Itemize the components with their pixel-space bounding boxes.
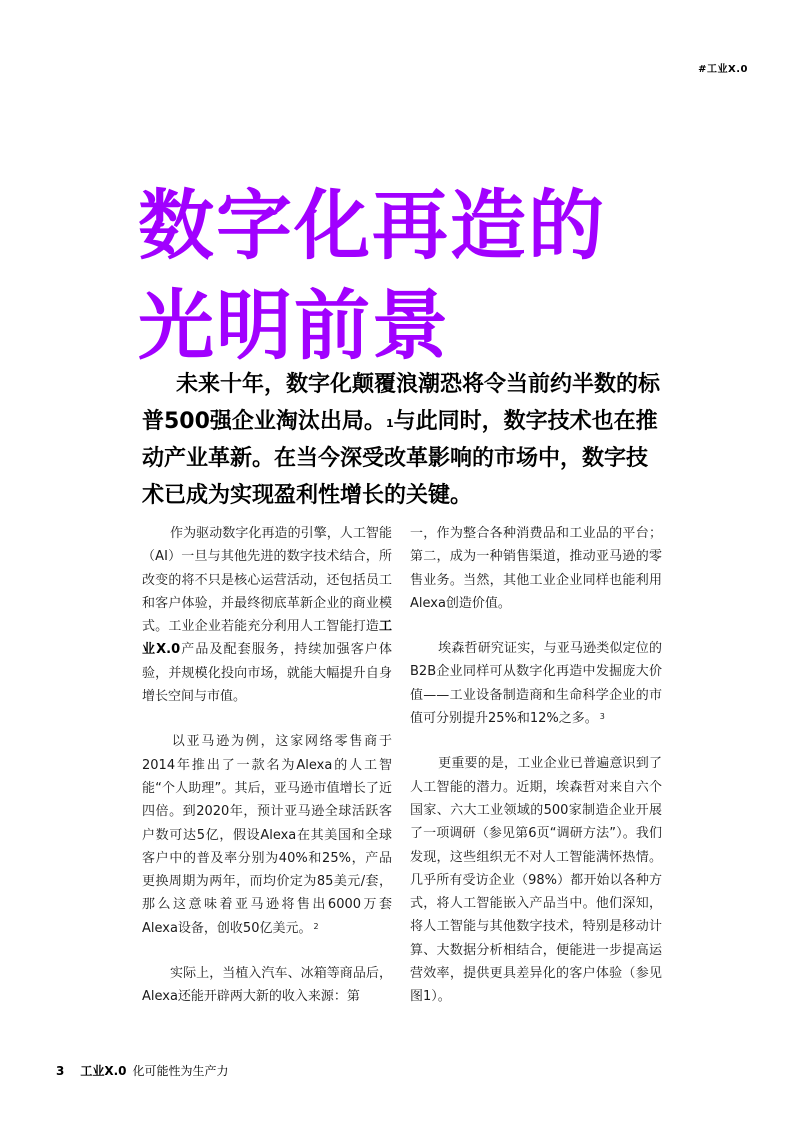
body-paragraph-3-continued [410, 522, 662, 615]
page-title [138, 176, 738, 376]
footnote-ref-2[interactable]: 2 [313, 921, 319, 931]
title-line-2: 光明前景 [138, 281, 450, 370]
paragraph-1-bold-brand: 工业X.0 [142, 619, 392, 658]
body-paragraph-3 [142, 962, 392, 1008]
body-paragraph-1 [142, 522, 392, 708]
footer-subtitle: 化可能性为生产力 [132, 1064, 229, 1078]
body-paragraph-4 [410, 637, 662, 730]
paragraph-1-text-b: 产品及配套服务，持续加强客户体验，并规模化投向市场，就能大幅提升自身增长空间与市值。 [142, 642, 392, 705]
page-footer [56, 1062, 229, 1079]
paragraph-3-text-start: 实际上，当植入汽车、冰箱等商品后，Alexa还能开辟两大新的收入来源：第 [142, 966, 392, 1005]
paragraph-2-text: 以亚马逊为例，这家网络零售商于2014年推出了一款名为Alexa的人工智能“个人助理”。其后，亚马逊市值增长了近四倍。到2020年，预计亚马逊全球活跃客户数可达5亿，假设Alexa在其美国和全球客户中的普及率分别为40%和25%，产品更换周期为两年，而均价定为85美元/套，那么这意味着亚马逊将售出6000万套Alexa设备，创收50亿美元。 [142, 734, 392, 936]
paragraph-5-text: 更重要的是，工业企业已普遍意识到了人工智能的潜力。近期，埃森哲对来自六个国家、六大工业领域的500家制造企业开展了一项调研（参见第6页“调研方法”）。我们发现，这些组织无不对人工智能满怀热情。几乎所有受访企业（98%）都开始以各种方式，将人工智能嵌入产品当中。他们深知，将人工智能与其他数字技术，特别是移动计算、大数据分析相结合，便能进一步提高运营效率，提供更具差异化的客户体验（参见图1）。 [410, 756, 662, 1005]
title-line-1: 数字化再造的 [138, 181, 606, 270]
page-number: 3 [56, 1064, 65, 1078]
footnote-ref-1[interactable]: 1 [385, 417, 394, 430]
lead-text-2: 与此同时，数字技术也在推动产业革新。在当今深受改革影响的市场中，数字技术已成为实现盈利性增长的关键。 [142, 409, 658, 508]
lead-paragraph [142, 366, 668, 514]
footnote-ref-3[interactable]: 3 [599, 712, 605, 722]
body-paragraph-5 [410, 752, 662, 1008]
paragraph-3-text-end: 一，作为整合各种消费品和工业品的平台；第二，成为一种销售渠道，推动亚马逊的零售业务。当然，其他工业企业同样也能利用Alexa创造价值。 [410, 526, 662, 611]
paragraph-1-text-a: 作为驱动数字化再造的引擎，人工智能（AI）一旦与其他先进的数字技术结合，所改变的将不只是核心运营活动，还包括员工和客户体验，并最终彻底革新企业的商业模式。工业企业若能充分利用人工智能打造 [142, 526, 392, 635]
body-column-right [410, 522, 662, 1031]
lead-text: 未来十年，数字化颠覆浪潮恐将令当前约半数的标普500强企业淘汰出局。 [142, 372, 661, 434]
paragraph-4-text: 埃森哲研究证实，与亚马逊类似定位的B2B企业同样可从数字化再造中发掘庞大价值——工业设备制造商和生命科学企业的市值可分别提升25%和12%之多。 [410, 641, 662, 727]
body-column-left [142, 522, 392, 1008]
section-tag: #工业X.0 [698, 64, 748, 75]
footer-brand: 工业X.0 [80, 1064, 127, 1078]
body-paragraph-2 [142, 730, 392, 940]
